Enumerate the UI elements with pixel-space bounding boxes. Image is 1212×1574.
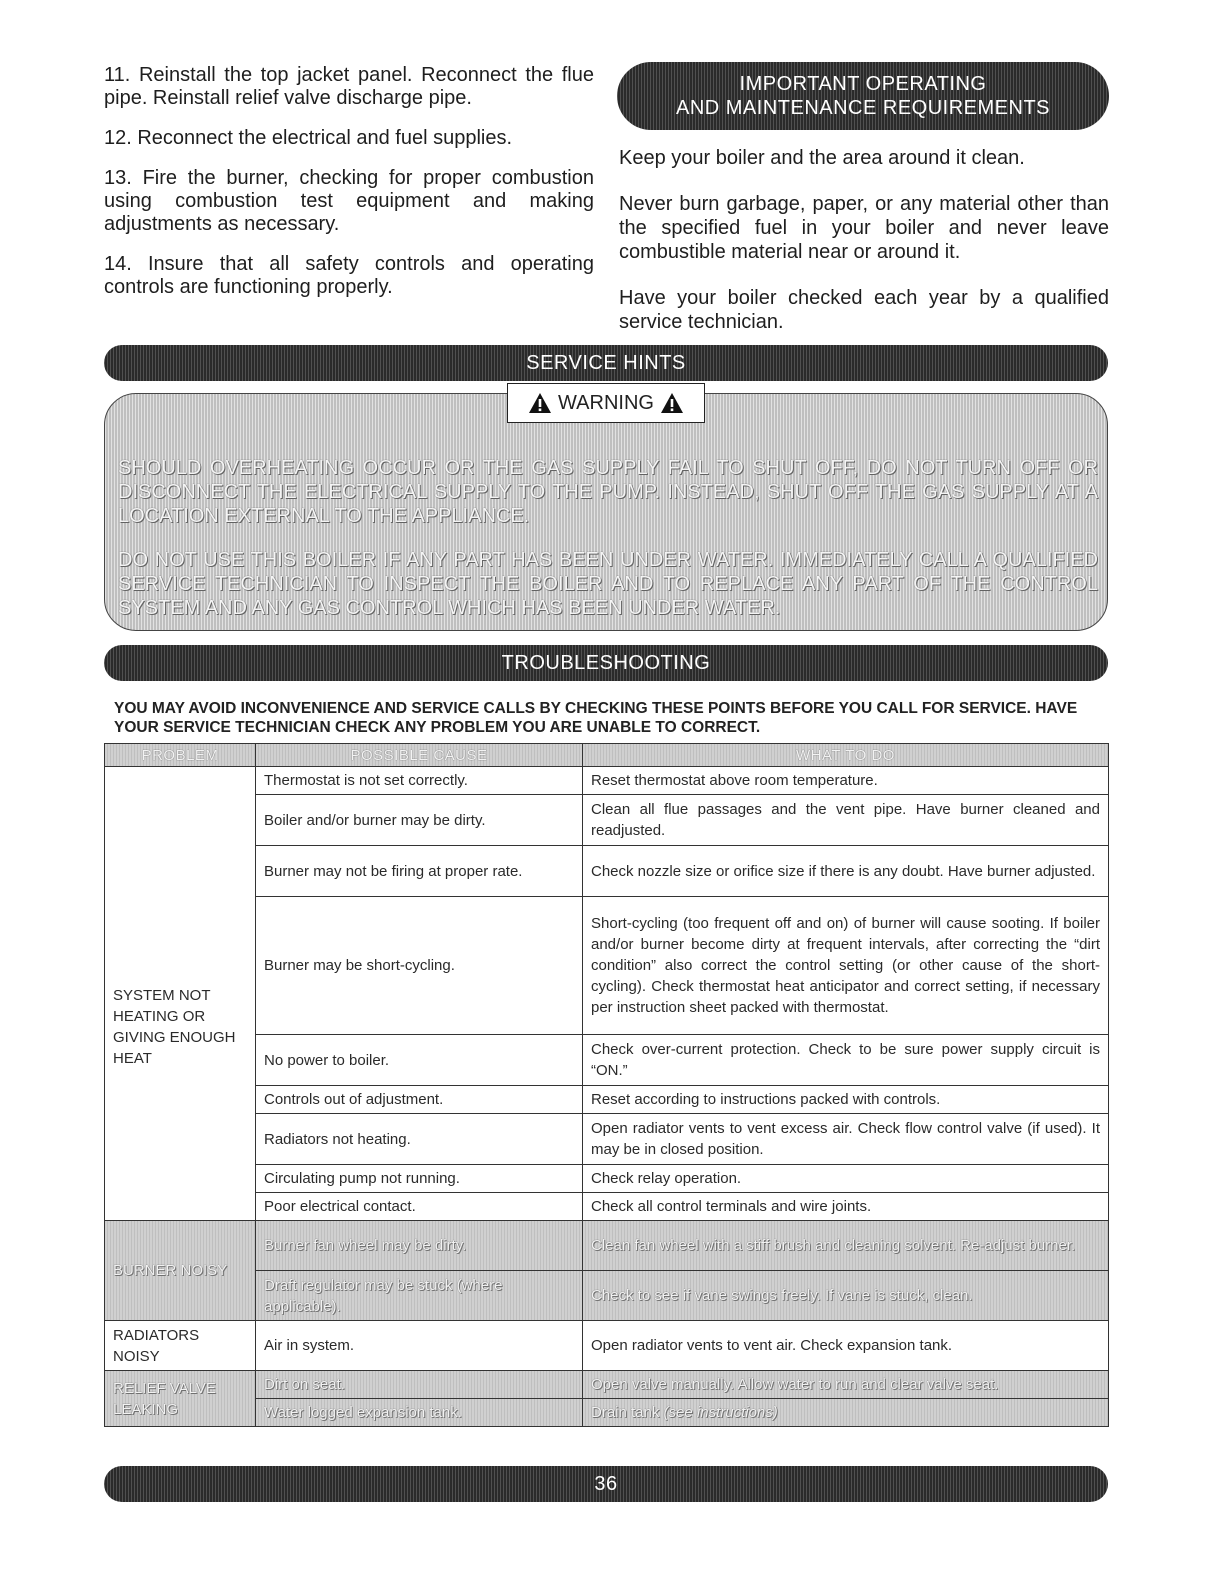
operating-banner-line1: IMPORTANT OPERATING <box>739 73 987 95</box>
header-what-to-do: WHAT TO DO <box>583 744 1109 767</box>
table-row <box>105 1165 1109 1193</box>
service-hints-title: SERVICE HINTS <box>526 351 686 374</box>
header-possible-cause: POSSIBLE CAUSE <box>256 744 583 767</box>
warning-text-overheating: SHOULD OVERHEATING OCCUR OR THE GAS SUPPLY FAIL TO SHUT OFF, DO NOT TURN OFF OR DISCONNECT THE ELECTRICAL SUPPLY TO THE PUMP. INSTEAD, SHUT OFF THE GAS SUPPLY AT A LOCATION EXTERNAL TO THE APPLIANCE. <box>118 457 1098 527</box>
warning-text-underwater: DO NOT USE THIS BOILER IF ANY PART HAS BEEN UNDER WATER. IMMEDIATELY CALL A QUALIFIED SERVICE TECHNICIAN TO INSPECT THE BOILER AND TO REPLACE ANY PART OF THE CONTROL SYSTEM AND ANY GAS CONTROL WHICH HAS BEEN UNDER WATER. <box>118 549 1098 619</box>
cause-cell: Draft regulator may be stuck (where applicable). <box>256 1271 583 1321</box>
table-row <box>105 1221 1109 1271</box>
fix-cell: Reset according to instructions packed with controls. <box>583 1086 1109 1114</box>
page-number: 36 <box>594 1472 618 1495</box>
operating-paragraph: Keep your boiler and the area around it clean. <box>619 147 1025 169</box>
steps-column <box>104 64 594 316</box>
table-row <box>105 1086 1109 1114</box>
cause-cell: Controls out of adjustment. <box>256 1086 583 1114</box>
table-header-row <box>105 744 1109 767</box>
problem-cell: SYSTEM NOT HEATING OR GIVING ENOUGH HEAT <box>105 767 256 1221</box>
cause-cell: Circulating pump not running. <box>256 1165 583 1193</box>
header-problem: PROBLEM <box>105 744 256 767</box>
operating-paragraph: Never burn garbage, paper, or any material other than the specified fuel in your boiler and never leave combustible material near or around it. <box>619 193 1109 263</box>
troubleshooting-table <box>104 743 1109 1427</box>
fix-cell: Open radiator vents to vent excess air. Check flow control valve (if used). It may be in closed position. <box>583 1114 1109 1165</box>
cause-cell: Radiators not heating. <box>256 1114 583 1165</box>
operating-banner-line2: AND MAINTENANCE REQUIREMENTS <box>675 97 1051 119</box>
warning-title: WARNING <box>558 391 654 414</box>
cause-cell: Air in system. <box>256 1321 583 1371</box>
fix-cell: Short-cycling (too frequent off and on) of burner will cause sooting. If boiler and/or burner become dirty at frequent intervals, after correcting the “dirt condition” also correct the control setting (or other cause of the short-cycling). Check thermostat heat anticipator and correct setting, if necessary per instruction sheet packed with thermostat. <box>583 897 1109 1035</box>
table-row <box>105 897 1109 1035</box>
cause-cell: Dirt on seat. <box>256 1371 583 1399</box>
fix-cell: Check over-current protection. Check to be sure power supply circuit is “ON.” <box>583 1035 1109 1086</box>
table-row <box>105 846 1109 897</box>
fix-cell: Check all control terminals and wire joints. <box>583 1193 1109 1221</box>
warning-triangle-icon <box>660 392 684 414</box>
cause-cell: Boiler and/or burner may be dirty. <box>256 795 583 846</box>
cause-cell: Thermostat is not set correctly. <box>256 767 583 795</box>
table-row <box>105 795 1109 846</box>
fix-cell: Check nozzle size or orifice size if there is any doubt. Have burner adjusted. <box>583 846 1109 897</box>
cause-cell: Burner may be short-cycling. <box>256 897 583 1035</box>
step-12: 12. Reconnect the electrical and fuel supplies. <box>104 127 513 149</box>
table-row <box>105 1271 1109 1321</box>
problem-cell: RELIEF VALVE LEAKING <box>105 1371 256 1427</box>
warning-triangle-icon <box>528 392 552 414</box>
troubleshooting-title: TROUBLESHOOTING <box>501 651 711 674</box>
table-row <box>105 1035 1109 1086</box>
troubleshooting-banner <box>104 645 1108 681</box>
fix-cell: Check relay operation. <box>583 1165 1109 1193</box>
table-row <box>105 1321 1109 1371</box>
fix-cell: Clean fan wheel with a stiff brush and cleaning solvent. Re-adjust burner. <box>583 1221 1109 1271</box>
fix-cell: Open radiator vents to vent air. Check expansion tank. <box>583 1321 1109 1371</box>
troubleshooting-intro: YOU MAY AVOID INCONVENIENCE AND SERVICE CALLS BY CHECKING THESE POINTS BEFORE YOU CALL FOR SERVICE. HAVE YOUR SERVICE TECHNICIAN CHECK ANY PROBLEM YOU ARE UNABLE TO CORRECT. <box>114 700 1078 736</box>
step-11: 11. Reinstall the top jacket panel. Reconnect the flue pipe. Reinstall relief valve discharge pipe. <box>104 64 594 109</box>
fix-cell: Check to see if vane swings freely. If vane is stuck, clean. <box>583 1271 1109 1321</box>
fix-note: (see instructions) <box>663 1404 778 1421</box>
cause-cell: Burner fan wheel may be dirty. <box>256 1221 583 1271</box>
operating-paragraph: Have your boiler checked each year by a qualified service technician. <box>619 287 1109 333</box>
table-row <box>105 1399 1109 1427</box>
fix-cell: Reset thermostat above room temperature. <box>583 767 1109 795</box>
table-row <box>105 1193 1109 1221</box>
problem-cell: RADIATORS NOISY <box>105 1321 256 1371</box>
cause-cell: No power to boiler. <box>256 1035 583 1086</box>
table-row <box>105 1371 1109 1399</box>
operating-column <box>619 146 1109 348</box>
fix-text: Drain tank <box>591 1404 660 1421</box>
cause-cell: Poor electrical contact. <box>256 1193 583 1221</box>
table-row <box>105 1114 1109 1165</box>
service-hints-banner <box>104 345 1108 381</box>
fix-cell: Open valve manually. Allow water to run and clear valve seat. <box>583 1371 1109 1399</box>
fix-cell <box>583 1399 1109 1427</box>
step-14: 14. Insure that all safety controls and operating controls are functioning properly. <box>104 253 594 298</box>
fix-cell: Clean all flue passages and the vent pipe. Have burner cleaned and readjusted. <box>583 795 1109 846</box>
problem-cell: BURNER NOISY <box>105 1221 256 1321</box>
page-number-banner <box>104 1466 1108 1502</box>
cause-cell: Burner may not be firing at proper rate. <box>256 846 583 897</box>
table-row <box>105 767 1109 795</box>
operating-banner <box>617 62 1109 130</box>
step-13: 13. Fire the burner, checking for proper combustion using combustion test equipment and making adjustments as necessary. <box>104 167 594 235</box>
cause-cell: Water logged expansion tank. <box>256 1399 583 1427</box>
warning-label <box>507 383 705 423</box>
